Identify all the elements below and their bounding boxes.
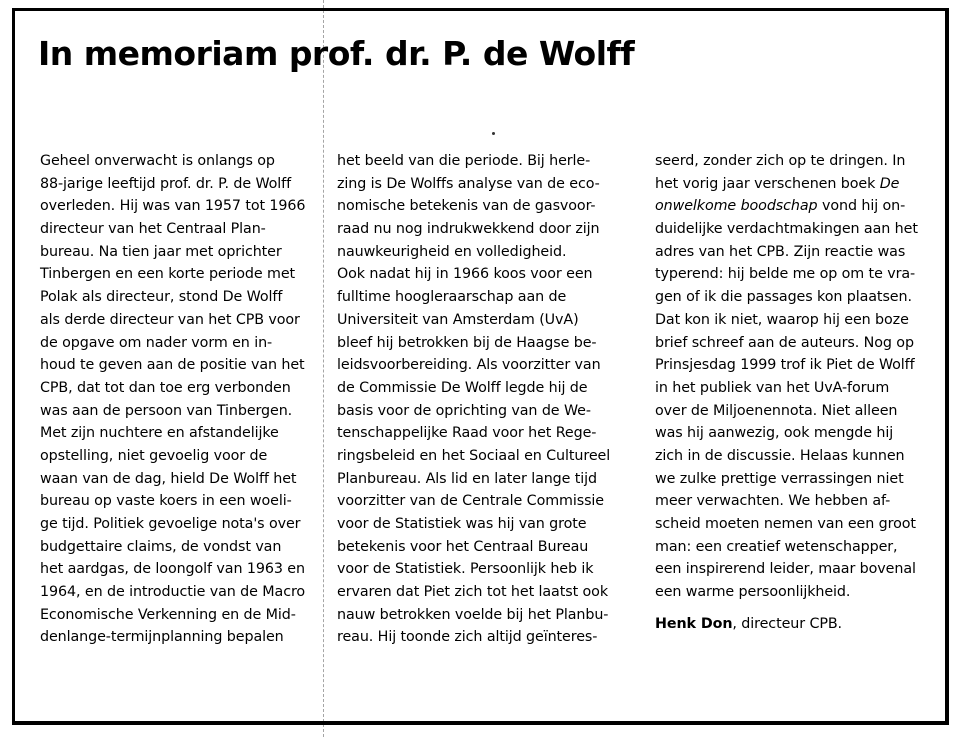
text-line: was hij aanwezig, ook mengde hij [655, 425, 894, 442]
text-line: reau. Hij toonde zich altijd geïnteres- [337, 629, 598, 646]
text-line: Polak als directeur, stond De Wolff [40, 289, 283, 306]
text-line: de Commissie De Wolff legde hij de [337, 379, 588, 396]
text-line: waan van de dag, hield De Wolff het [40, 470, 297, 487]
text-line: Planbureau. Als lid en later lange tijd [337, 470, 598, 487]
text-line: overleden. Hij was van 1957 tot 1966 [40, 198, 306, 215]
text-line: duidelijke verdachtmakingen aan het [655, 221, 918, 238]
text-line [655, 173, 918, 196]
text-line: bureau. Na tien jaar met oprichter [40, 243, 282, 260]
text-fragment: vond hij on- [821, 198, 906, 215]
text-line: leidsvoorbereiding. Als voorzitter van [337, 357, 601, 374]
text-line: Economische Verkenning en de Mid- [40, 606, 296, 623]
text-line: CPB, dat tot dan toe erg verbonden [40, 379, 291, 396]
text-line: typerend: hij belde me op om te vra- [655, 266, 916, 283]
book-title-italic: onwelkome boodschap [655, 198, 818, 215]
book-title-italic: De [879, 175, 900, 192]
text-line: een inspirerend leider, maar bovenal [655, 561, 916, 578]
print-speck [492, 132, 495, 135]
text-line: basis voor de oprichting van de We- [337, 402, 591, 419]
text-line: ervaren dat Piet zich tot het laatst ook [337, 584, 608, 601]
text-line: het aardgas, de loongolf van 1963 en [40, 561, 305, 578]
text-line: 1964, en de introductie van de Macro [40, 584, 306, 601]
text-line: Geheel onverwacht is onlangs op [40, 153, 275, 169]
text-line: raad nu nog indrukwekkend door zijn [337, 221, 600, 238]
signature [655, 613, 918, 636]
text-line: de opgave om nader vorm en in- [40, 334, 273, 351]
text-line: over de Miljoenennota. Niet alleen [655, 402, 898, 419]
text-line: brief schreef aan de auteurs. Nog op [655, 334, 914, 351]
author-role: , directeur CPB. [732, 615, 843, 632]
text-line: was aan de persoon van Tinbergen. [40, 402, 293, 419]
text-line: een warme persoonlijkheid. [655, 584, 851, 601]
article-column-2 [337, 150, 610, 649]
text-line: we zulke prettige verrassingen niet [655, 470, 904, 487]
text-line [655, 195, 918, 218]
text-line: 88-jarige leeftijd prof. dr. P. de Wolff [40, 175, 292, 192]
text-line: gen of ik die passages kon plaatsen. [655, 289, 912, 306]
text-line: denlange-termijnplanning bepalen [40, 629, 284, 646]
text-line: seerd, zonder zich op te dringen. In [655, 153, 906, 169]
text-line: adres van het CPB. Zijn reactie was [655, 243, 906, 260]
text-line: ge tijd. Politiek gevoelige nota's over [40, 516, 301, 532]
text-line: zing is De Wolffs analyse van de eco- [337, 175, 600, 192]
text-line: budgettaire claims, de vondst van [40, 538, 282, 555]
text-line: Dat kon ik niet, waarop hij een boze [655, 311, 909, 328]
text-line: bleef hij betrokken bij de Haagse be- [337, 334, 597, 351]
text-fragment: het vorig jaar verschenen boek [655, 175, 876, 192]
article-title: In memoriam prof. dr. P. de Wolff [38, 34, 635, 73]
text-line: betekenis voor het Centraal Bureau [337, 538, 589, 555]
text-line: houd te geven aan de positie van het [40, 357, 305, 374]
text-line: voor de Statistiek was hij van grote [337, 516, 587, 532]
text-line: zich in de discussie. Helaas kunnen [655, 447, 905, 464]
text-line: fulltime hoogleraarschap aan de [337, 289, 567, 306]
text-line: als derde directeur van het CPB voor [40, 311, 300, 328]
text-line: Prinsjesdag 1999 trof ik Piet de Wolff [655, 357, 915, 374]
text-line: Ook nadat hij in 1966 koos voor een [337, 266, 593, 283]
text-line: nauw betrokken voelde bij het Planbu- [337, 606, 609, 623]
text-line: nauwkeurigheid en volledigheid. [337, 243, 567, 260]
text-line: Tinbergen en een korte periode met [40, 266, 296, 283]
text-line: man: een creatief wetenschapper, [655, 538, 898, 555]
text-line: Met zijn nuchtere en afstandelijke [40, 425, 279, 442]
text-line: voorzitter van de Centrale Commissie [337, 493, 605, 510]
text-line: voor de Statistiek. Persoonlijk heb ik [337, 561, 594, 578]
text-line: Universiteit van Amsterdam (UvA) [337, 311, 579, 328]
article-column-1 [40, 150, 305, 649]
text-line: directeur van het Centraal Plan- [40, 221, 266, 238]
text-line: scheid moeten nemen van een groot [655, 516, 916, 532]
article-column-3 [655, 150, 918, 635]
text-line: tenschappelijke Raad voor het Rege- [337, 425, 597, 442]
text-line: het beeld van die periode. Bij herle- [337, 153, 591, 169]
text-line: in het publiek van het UvA-forum [655, 379, 890, 396]
text-line: ringsbeleid en het Sociaal en Cultureel [337, 447, 611, 464]
text-line: nomische betekenis van de gasvoor- [337, 198, 596, 215]
text-line: opstelling, niet gevoelig voor de [40, 447, 268, 464]
author-name: Henk Don [655, 615, 733, 632]
text-line: meer verwachten. We hebben af- [655, 493, 891, 510]
text-line: bureau op vaste koers in een woeli- [40, 493, 292, 510]
